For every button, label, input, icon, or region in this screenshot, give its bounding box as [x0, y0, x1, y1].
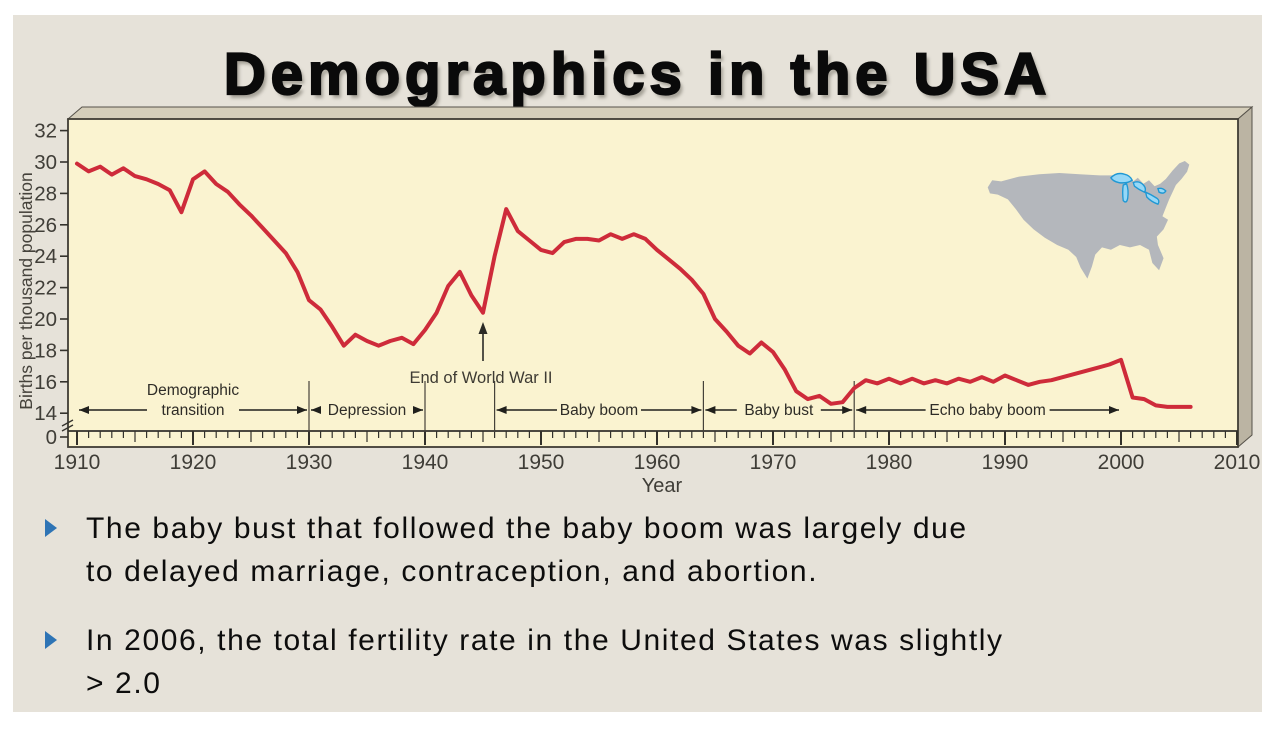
y-axis-title: [16, 172, 36, 409]
svg-text:Demographic: Demographic: [146, 382, 240, 399]
bullet-line: The baby bust that followed the baby boom was largely due: [86, 512, 968, 545]
bullet-text: [86, 619, 1004, 705]
bullet-item: [45, 619, 1235, 705]
svg-text:Births per thousand population: Births per thousand population: [16, 172, 36, 410]
svg-text:1990: 1990: [981, 451, 1029, 474]
svg-text:1940: 1940: [401, 451, 449, 474]
birth-rate-chart: [15, 105, 1265, 500]
svg-text:22: 22: [34, 276, 57, 300]
chart-svg: [15, 105, 1265, 500]
svg-text:1980: 1980: [865, 451, 913, 474]
bullet-triangle-icon: [45, 631, 57, 649]
chart-frame: [68, 107, 1252, 447]
svg-text:0: 0: [45, 426, 57, 449]
svg-text:1930: 1930: [285, 451, 333, 474]
svg-text:1950: 1950: [517, 451, 565, 474]
slide-title: Demographics in the USA: [223, 42, 1052, 107]
svg-text:transition: transition: [161, 402, 225, 419]
svg-text:26: 26: [34, 213, 57, 237]
svg-text:2000: 2000: [1097, 451, 1145, 474]
svg-text:18: 18: [34, 339, 57, 363]
svg-text:16: 16: [34, 370, 57, 394]
slide: [13, 15, 1262, 712]
svg-text:28: 28: [34, 182, 57, 206]
bullet-list: [45, 507, 1235, 731]
bullet-item: [45, 507, 1235, 593]
bullet-line: In 2006, the total fertility rate in the United States was slightly: [86, 624, 1004, 657]
bullet-line: to delayed marriage, contraception, and abortion.: [86, 555, 819, 588]
svg-text:Year: Year: [641, 475, 683, 497]
svg-text:Depression: Depression: [327, 402, 407, 419]
svg-text:1970: 1970: [749, 451, 797, 474]
svg-text:14: 14: [34, 402, 57, 426]
svg-text:1960: 1960: [633, 451, 681, 474]
svg-text:20: 20: [34, 308, 57, 331]
svg-text:End of World War II: End of World War II: [409, 369, 553, 387]
svg-text:32: 32: [34, 119, 57, 143]
svg-text:2010: 2010: [1213, 451, 1261, 474]
bullet-text: [86, 507, 968, 593]
svg-text:1910: 1910: [53, 451, 101, 474]
bullet-line: > 2.0: [86, 667, 162, 700]
svg-text:24: 24: [34, 245, 57, 269]
svg-text:Echo baby boom: Echo baby boom: [929, 402, 1046, 419]
svg-text:Baby bust: Baby bust: [744, 402, 814, 419]
svg-text:1920: 1920: [169, 451, 217, 474]
svg-text:30: 30: [34, 151, 57, 174]
svg-text:Baby boom: Baby boom: [559, 402, 639, 419]
bullet-triangle-icon: [45, 519, 57, 537]
